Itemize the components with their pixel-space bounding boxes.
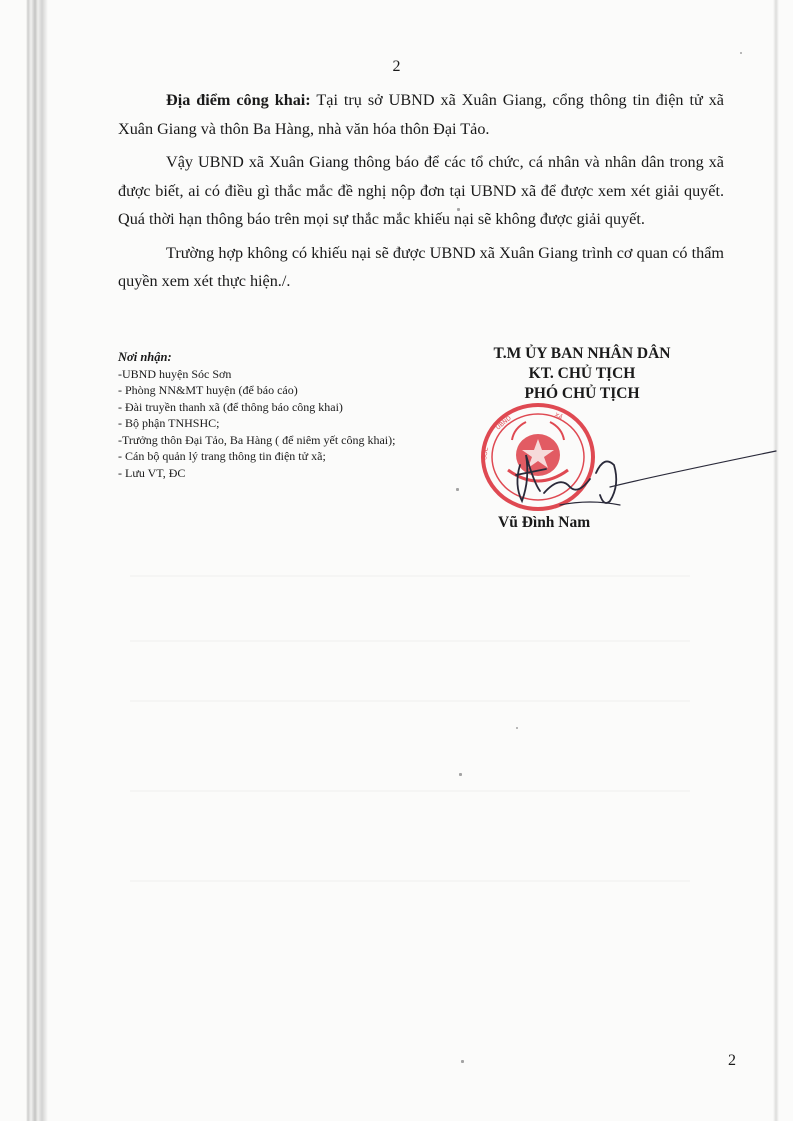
- scan-speck: [459, 773, 462, 776]
- paragraph-no-complaint: Trường hợp không có khiếu nại sẽ được UBND xã Xuân Giang trình cơ quan có thẩm quyền xem xét thực hiện./.: [118, 243, 724, 290]
- signer-name: Vũ Đình Nam: [498, 514, 591, 531]
- recipient-item: -Trưởng thôn Đại Tảo, Ba Hàng ( để niêm yết công khai);: [118, 432, 396, 447]
- signature-block: [462, 344, 702, 404]
- scan-speck: [456, 488, 459, 491]
- scan-speck: [516, 727, 518, 729]
- scan-ghost-line: [130, 575, 690, 577]
- signature-title: PHÓ CHỦ TỊCH: [524, 385, 640, 402]
- scan-right-edge: [773, 0, 779, 1121]
- scan-ghost-line: [130, 790, 690, 792]
- signature-authority: T.M ỦY BAN NHÂN DÂN: [493, 345, 671, 362]
- paragraph-public-location: [118, 86, 724, 143]
- page-number-top: 2: [392, 58, 401, 75]
- recipient-item: - Bộ phận TNHSHC;: [118, 416, 220, 430]
- handwritten-signature-icon: [500, 435, 780, 515]
- recipient-item: -UBND huyện Sóc Sơn: [118, 366, 232, 381]
- svg-text:UBND: UBND: [494, 414, 513, 432]
- recipient-item: - Cán bộ quản lý trang thông tin điện tử xã;: [118, 449, 326, 463]
- paragraph-announcement: Vậy UBND xã Xuân Giang thông báo để các tổ chức, cá nhân và nhân dân trong xã được biết, ai có điều gì thắc mắc đề nghị nộp đơn tại UBND xã để được xem xét giải quyết. Quá thời hạn thông báo trên mọi sự thắc mắc khiếu nại sẽ không được giải quyết.: [118, 153, 724, 228]
- svg-text:SÓC: SÓC: [481, 446, 491, 461]
- scan-speck: [740, 52, 742, 54]
- recipient-item: - Phòng NN&MT huyện (để báo cáo): [118, 383, 298, 397]
- recipients-title: Nơi nhận:: [118, 350, 172, 364]
- recipient-item: - Đài truyền thanh xã (để thông báo công khai): [118, 399, 343, 414]
- scan-speck: [461, 1060, 464, 1063]
- signature-role: KT. CHỦ TỊCH: [528, 365, 636, 382]
- scan-ghost-line: [130, 700, 690, 702]
- recipients-list: [118, 349, 418, 481]
- svg-text:XÃ: XÃ: [553, 411, 564, 422]
- scan-ghost-line: [130, 880, 690, 882]
- document-body: [118, 86, 724, 301]
- scan-ghost-line: [130, 640, 690, 642]
- public-location-label: Địa điểm công khai:: [166, 91, 311, 109]
- public-location-text: Tại trụ sở UBND xã Xuân Giang, cổng thông tin điện tử xã Xuân Giang và thôn Ba Hàng, nhà văn hóa thôn Đại Tảo.: [118, 91, 724, 138]
- scan-binding-edge: [26, 0, 48, 1121]
- recipient-item: - Lưu VT, ĐC: [118, 465, 186, 480]
- page-number-bottom: 2: [728, 1052, 736, 1069]
